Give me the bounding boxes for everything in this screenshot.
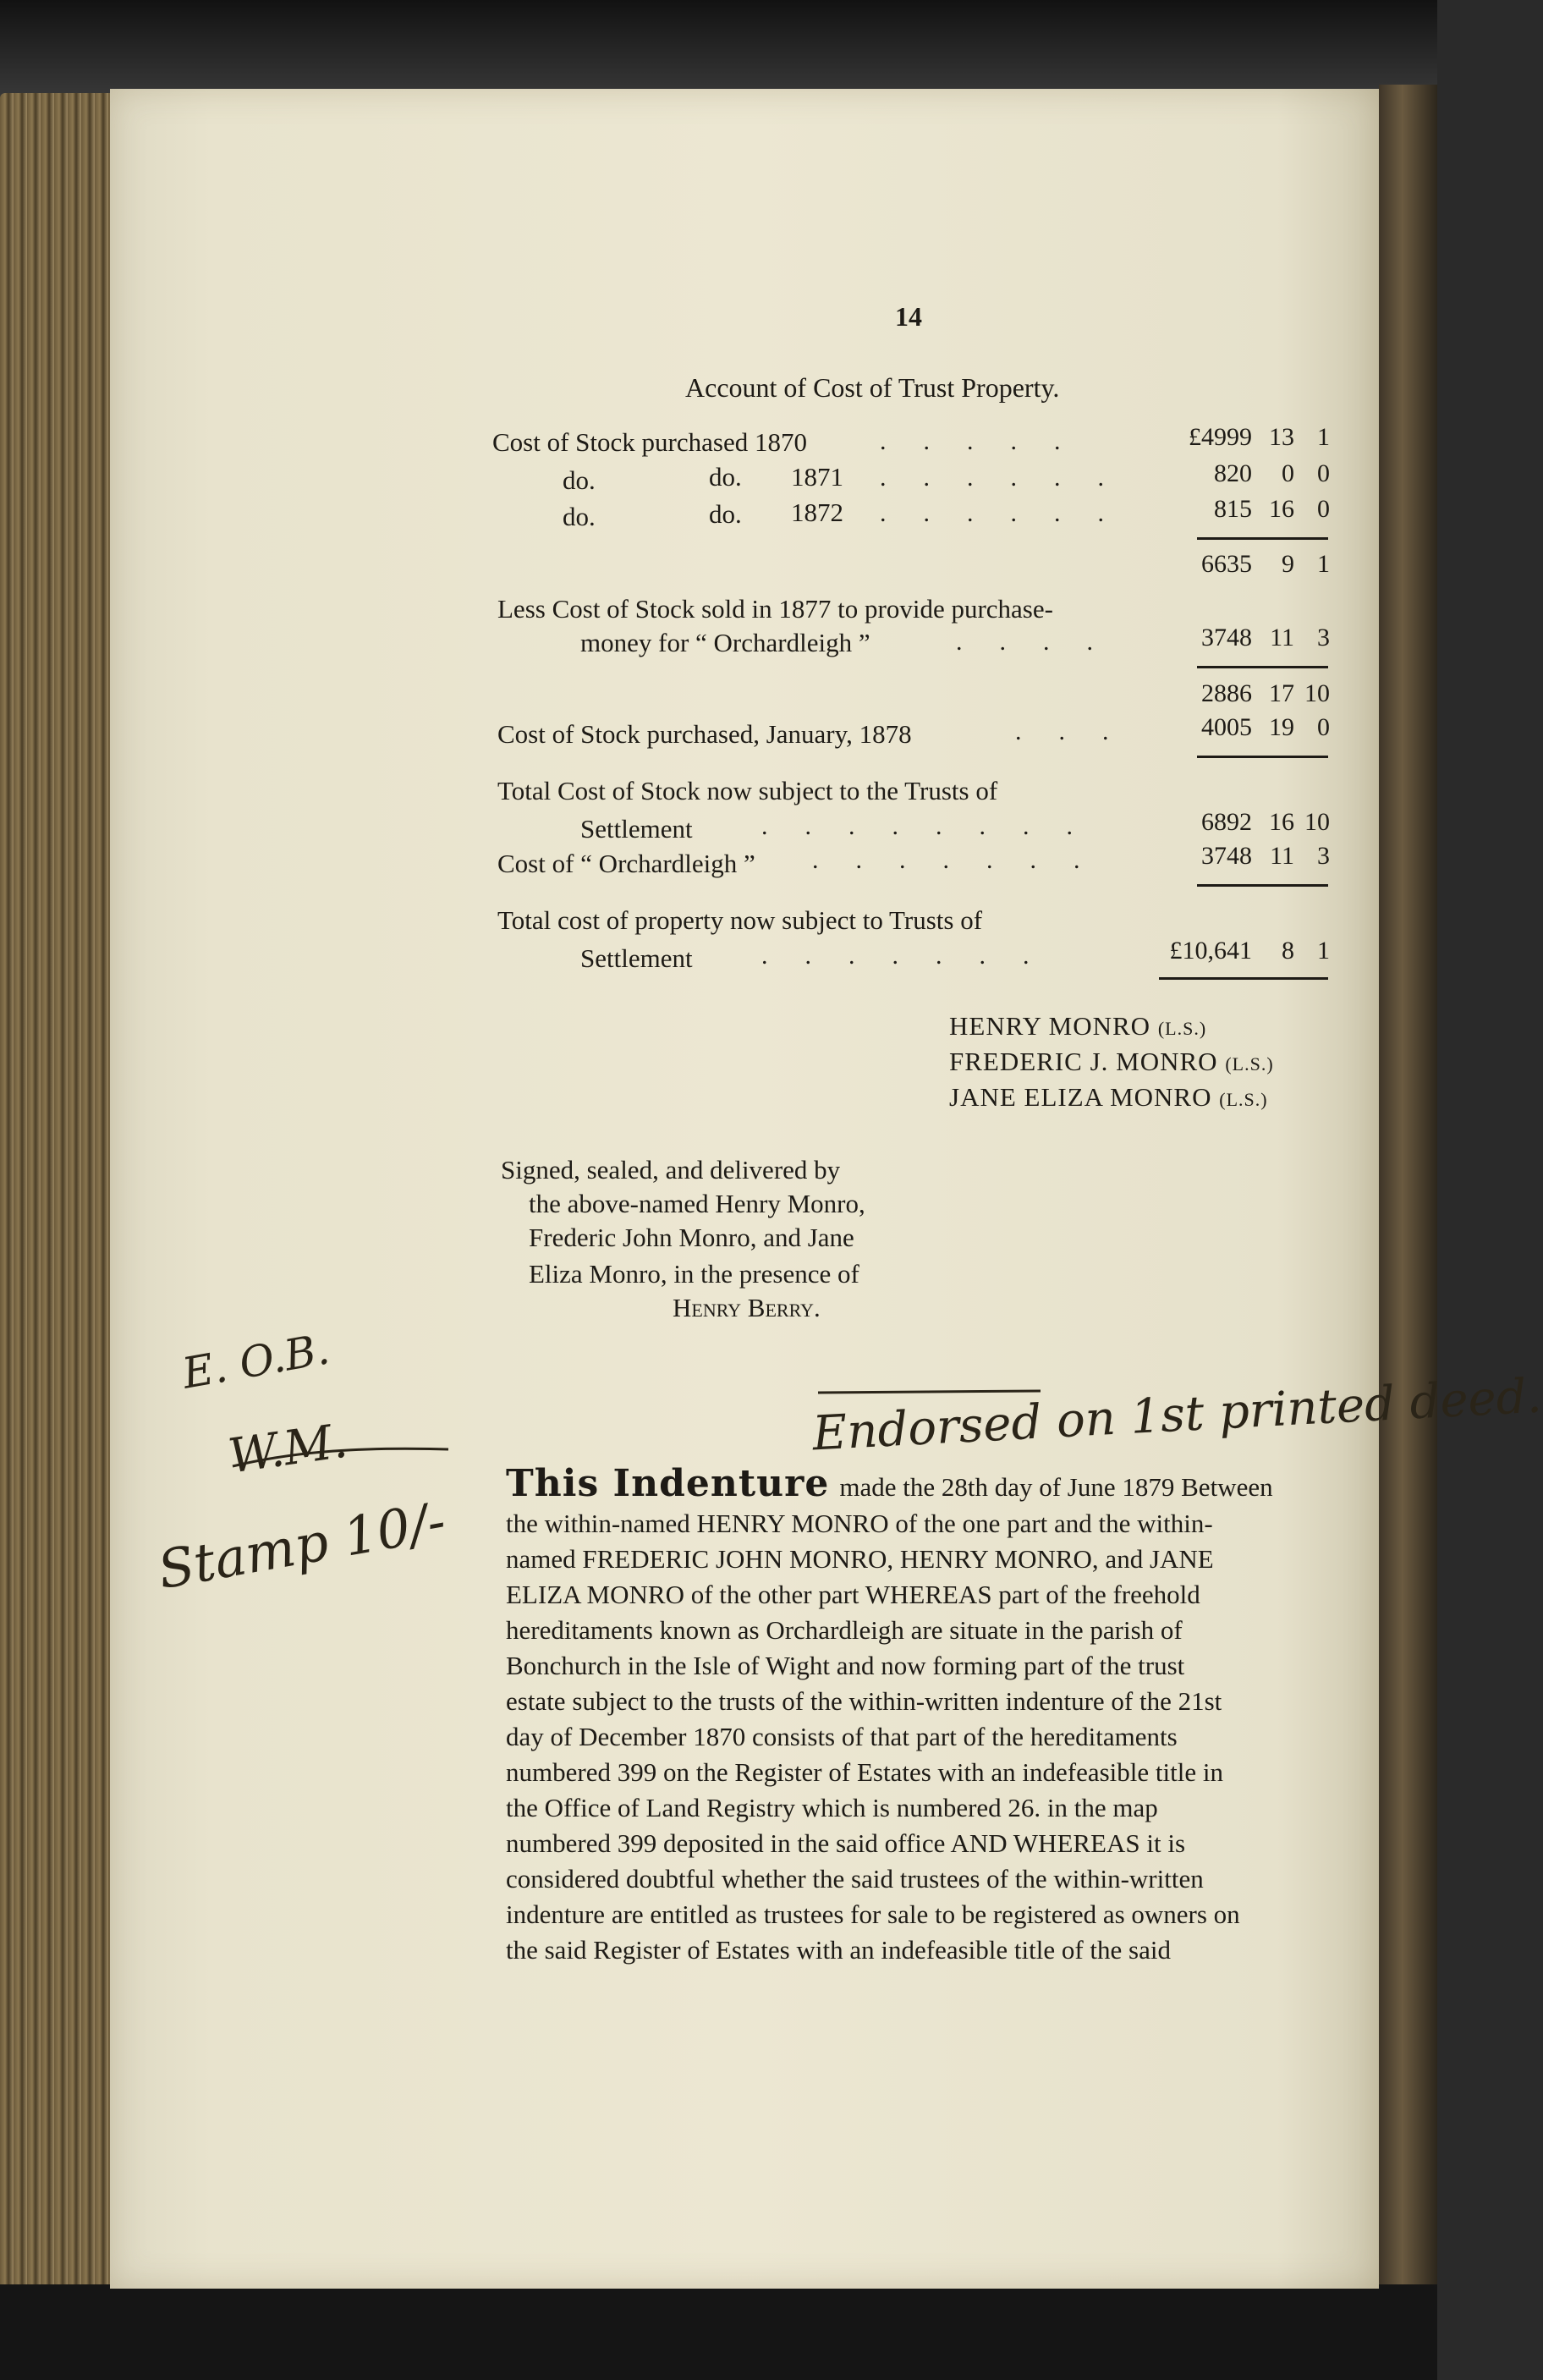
scan-background-bottom	[0, 2284, 1437, 2380]
leader-dots: .....	[880, 427, 1098, 455]
sum-rule	[1197, 756, 1328, 758]
indenture-line: ELIZA MONRO of the other part WHEREAS part of the freehold	[506, 1580, 1200, 1609]
do-col1: do.	[563, 465, 596, 495]
sum-rule	[1197, 537, 1328, 540]
leader-dots: ....	[956, 628, 1130, 656]
pence-cell: 0	[1317, 713, 1330, 741]
strike-line	[816, 1388, 1045, 1398]
pence-cell: 0	[1317, 459, 1330, 487]
handwritten-initials-1: E. O.B.	[178, 1324, 333, 1399]
total-rule	[1159, 977, 1328, 980]
indenture-line: numbered 399 on the Register of Estates with an indefeasible title in	[506, 1757, 1223, 1787]
attestation-line: Frederic John Monro, and Jane	[529, 1223, 854, 1252]
sum-rule	[1197, 884, 1328, 887]
pence-cell: 1	[1317, 423, 1330, 451]
shillings-cell: 19	[1269, 713, 1294, 741]
year-cell: 1872	[791, 497, 843, 527]
pounds-cell: £4999	[1189, 423, 1252, 451]
pounds-cell: 815	[1214, 495, 1252, 523]
leader-dots: ........	[761, 812, 1110, 840]
indenture-line: day of December 1870 consists of that part of the hereditaments	[506, 1722, 1178, 1751]
book-page-edges	[0, 93, 127, 2327]
indenture-line: considered doubtful whether the said trustees of the within-written	[506, 1864, 1204, 1894]
leader-dots: ......	[880, 464, 1141, 492]
signatory-jane	[949, 1082, 1268, 1113]
shillings-cell: 16	[1269, 808, 1294, 836]
handwritten-endorsement: Endorsed on 1st printed deed.	[810, 1368, 1543, 1462]
row-1870-label: Cost of Stock purchased 1870	[492, 427, 807, 457]
pence-cell: 3	[1317, 624, 1330, 651]
seal-mark: (L.S.)	[1225, 1053, 1274, 1075]
leader-dots: .......	[812, 846, 1117, 874]
january-1878-label: Cost of Stock purchased, January, 1878	[497, 719, 912, 749]
signatory-frederic	[949, 1047, 1274, 1077]
scan-background-top	[0, 0, 1437, 102]
indenture-line: hereditaments known as Orchardleigh are situate in the parish of	[506, 1615, 1183, 1645]
do-col2: do.	[709, 499, 742, 529]
leader-dots: ...	[1015, 717, 1146, 745]
indenture-line: estate subject to the trusts of the within-written indenture of the 21st	[506, 1686, 1222, 1716]
indenture-line: indenture are entitled as trustees for sale to be registered as owners on	[506, 1899, 1240, 1929]
pounds-cell: 6635	[1201, 550, 1252, 578]
pounds-cell: £10,641	[1169, 937, 1252, 965]
seal-mark: (L.S.)	[1157, 1018, 1207, 1039]
pounds-cell: 4005	[1201, 713, 1252, 741]
shillings-cell: 8	[1282, 937, 1294, 965]
pounds-cell: 6892	[1201, 808, 1252, 836]
seal-mark: (L.S.)	[1219, 1089, 1268, 1110]
total-property-label-line2: Settlement	[580, 943, 693, 973]
signatory-henry	[949, 1011, 1206, 1042]
pounds-cell: 2886	[1201, 679, 1252, 707]
leader-dots: .......	[761, 942, 1067, 970]
shillings-cell: 17	[1269, 679, 1294, 707]
account-title: Account of Cost of Trust Property.	[685, 372, 1060, 403]
pence-cell: 10	[1304, 808, 1330, 836]
indenture-line: Bonchurch in the Isle of Wight and now forming part of the trust	[506, 1651, 1185, 1680]
pence-cell: 10	[1304, 679, 1330, 707]
indenture-first-line	[506, 1462, 1273, 1505]
indenture-first-line-rest: made the 28th day of June 1879 Between	[839, 1472, 1273, 1502]
less-label-line2: money for “ Orchardleigh ”	[580, 628, 870, 657]
signatory-name: HENRY MONRO	[949, 1011, 1151, 1041]
pence-cell: 3	[1317, 842, 1330, 870]
pounds-cell: 3748	[1201, 624, 1252, 651]
total-stock-label-line1: Total Cost of Stock now subject to the Trusts of	[497, 776, 998, 805]
pounds-cell: 820	[1214, 459, 1252, 487]
handwriting-flourish	[228, 1443, 457, 1476]
indenture-heading: This Indenture	[506, 1462, 830, 1505]
pence-cell: 1	[1317, 550, 1330, 578]
signatory-name: FREDERIC J. MONRO	[949, 1047, 1218, 1076]
indenture-line: the said Register of Estates with an indefeasible title of the said	[506, 1935, 1171, 1965]
pounds-cell: 3748	[1201, 842, 1252, 870]
shillings-cell: 16	[1269, 495, 1294, 523]
do-col2: do.	[709, 462, 742, 492]
indenture-line: numbered 399 deposited in the said office AND WHEREAS it is	[506, 1828, 1186, 1858]
shillings-cell: 0	[1282, 459, 1294, 487]
indenture-line: named FREDERIC JOHN MONRO, HENRY MONRO, and JANE	[506, 1544, 1214, 1574]
attestation-line: Signed, sealed, and delivered by	[501, 1155, 841, 1185]
indenture-line: the Office of Land Registry which is numbered 26. in the map	[506, 1793, 1158, 1822]
total-property-label-line1: Total cost of property now subject to Trusts of	[497, 905, 983, 935]
witness-name: Henry Berry.	[673, 1293, 821, 1322]
pence-cell: 1	[1317, 937, 1330, 965]
attestation-line: Eliza Monro, in the presence of	[529, 1259, 859, 1289]
sum-rule	[1197, 666, 1328, 668]
handwritten-stamp-duty: Stamp 10/-	[153, 1489, 451, 1602]
page-number: 14	[895, 301, 922, 332]
total-stock-label-line2: Settlement	[580, 814, 693, 844]
less-label-line1: Less Cost of Stock sold in 1877 to provide purchase-	[497, 594, 1053, 624]
orchardleigh-label: Cost of “ Orchardleigh ”	[497, 849, 755, 878]
shillings-cell: 11	[1270, 624, 1294, 651]
do-col1: do.	[563, 502, 596, 531]
shillings-cell: 9	[1282, 550, 1294, 578]
book-right-edge	[1379, 85, 1437, 2310]
year-cell: 1871	[791, 462, 843, 492]
shillings-cell: 11	[1270, 842, 1294, 870]
shillings-cell: 13	[1269, 423, 1294, 451]
pence-cell: 0	[1317, 495, 1330, 523]
indenture-line: the within-named HENRY MONRO of the one part and the within-	[506, 1509, 1213, 1538]
handwritten-initials-2: W.M.	[225, 1413, 351, 1485]
leader-dots: ......	[880, 499, 1141, 527]
attestation-line: the above-named Henry Monro,	[529, 1189, 865, 1218]
signatory-name: JANE ELIZA MONRO	[949, 1082, 1212, 1112]
